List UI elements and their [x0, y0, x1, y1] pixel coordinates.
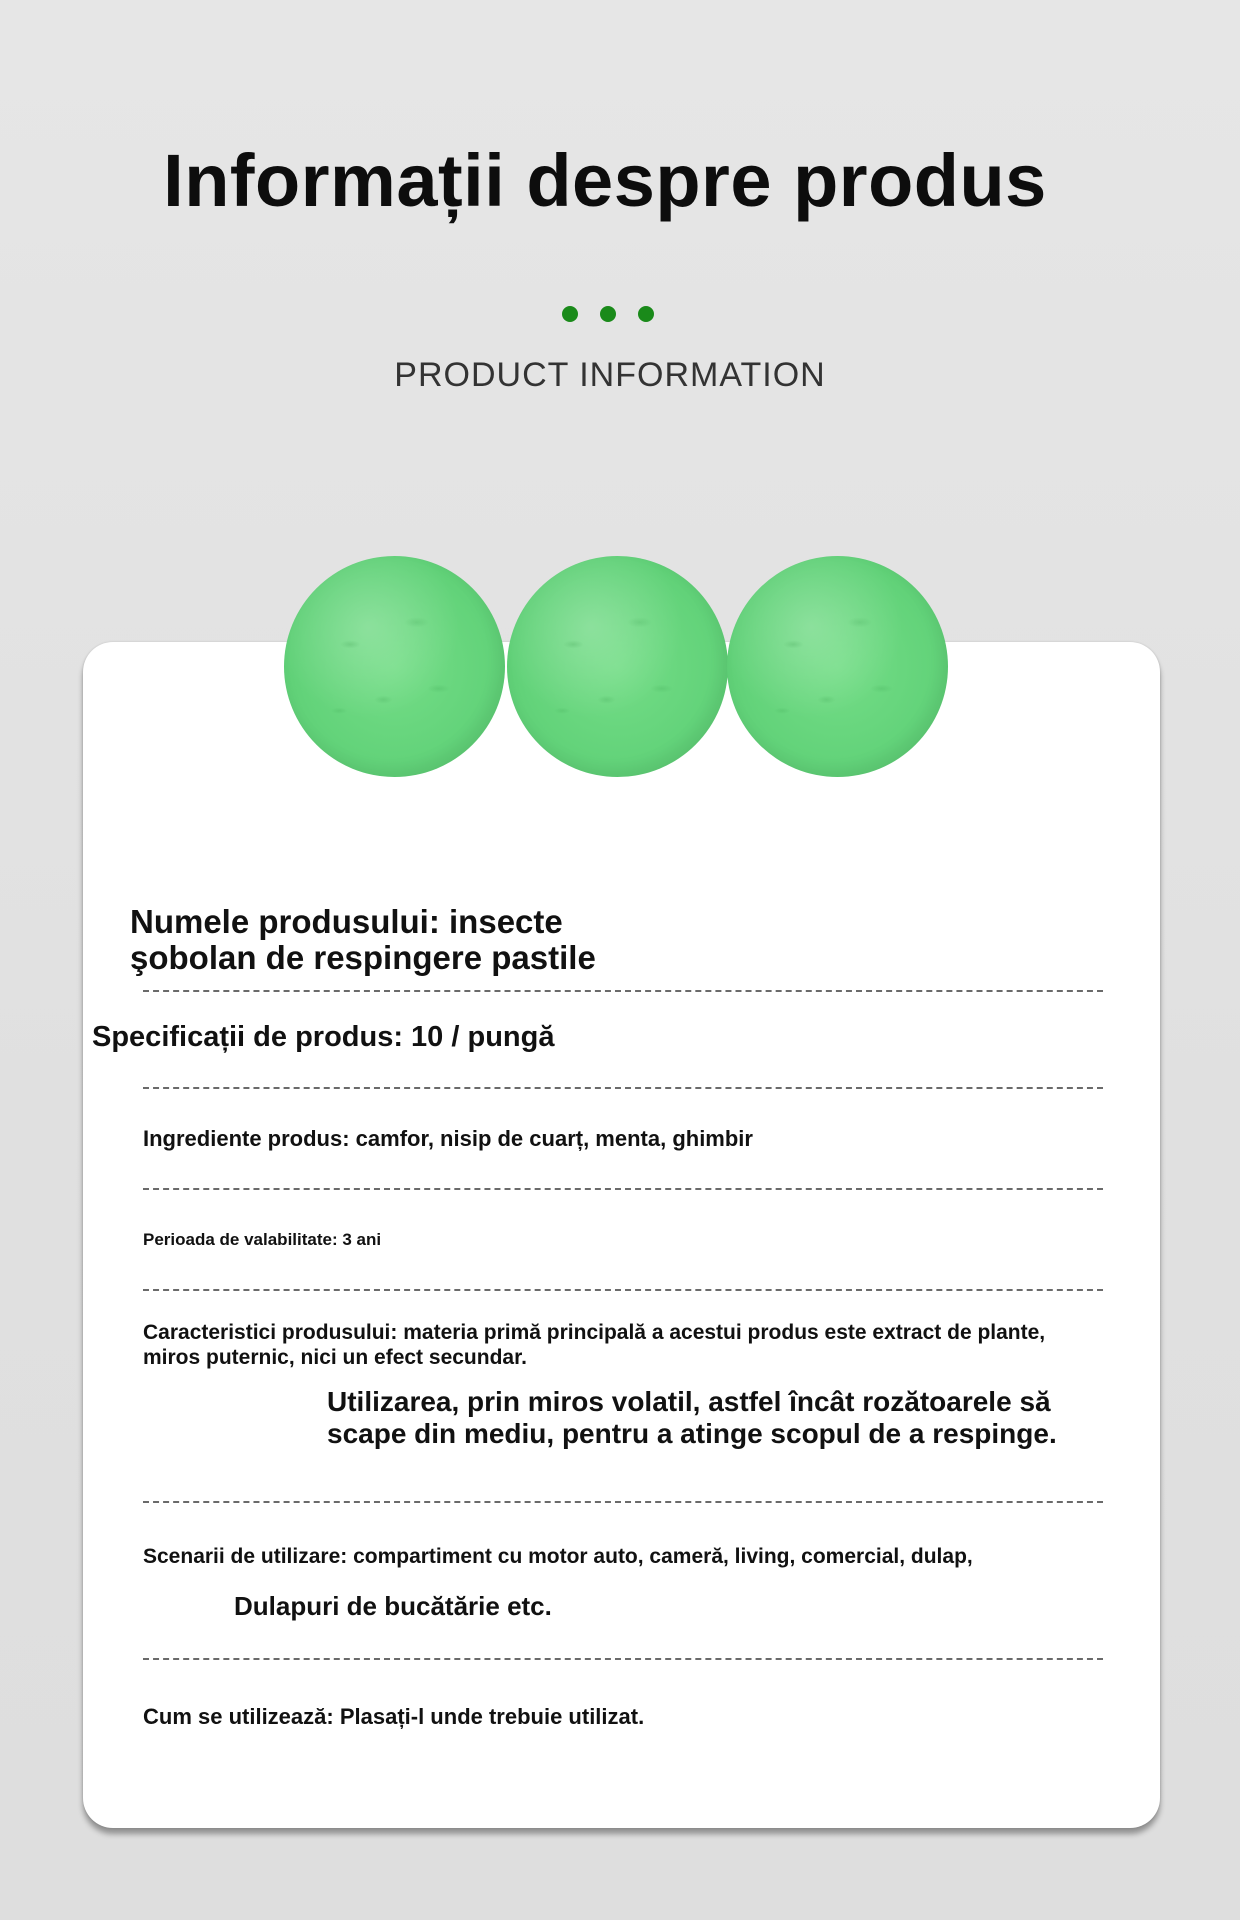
how-to-use: Cum se utilizează: Plasați-l unde trebuie utilizat. — [143, 1704, 645, 1729]
green-dot — [562, 306, 578, 322]
decorative-dots — [562, 306, 654, 322]
dashed-divider — [143, 1289, 1103, 1291]
product-usage: Utilizarea, prin miros volatil, astfel încât rozătoarele să scape din mediu, pentru a atinge scopul de a respinge. — [327, 1386, 1057, 1449]
product-specifications: Specificații de produs: 10 / pungă — [92, 1021, 555, 1053]
dashed-divider — [143, 990, 1103, 992]
product-name: Numele produsului: insecte şobolan de respingere pastile — [130, 903, 596, 976]
dashed-divider — [143, 1188, 1103, 1190]
green-dot — [600, 306, 616, 322]
product-ingredients: Ingrediente produs: camfor, nisip de cuarț, menta, ghimbir — [143, 1126, 753, 1151]
dashed-divider — [143, 1501, 1103, 1503]
green-dot — [638, 306, 654, 322]
dashed-divider — [143, 1658, 1103, 1660]
repellent-pill-image — [727, 556, 948, 777]
repellent-pill-image — [284, 556, 505, 777]
usage-scenarios-continued: Dulapuri de bucătărie etc. — [234, 1591, 552, 1621]
product-validity: Perioada de valabilitate: 3 ani — [143, 1230, 382, 1249]
usage-scenarios: Scenarii de utilizare: compartiment cu motor auto, cameră, living, comercial, dulap, — [143, 1545, 973, 1568]
page-subtitle: PRODUCT INFORMATION — [394, 356, 826, 394]
dashed-divider — [143, 1087, 1103, 1089]
page-title: Informații despre produs — [163, 139, 1047, 222]
product-characteristics: Caracteristici produsului: materia primă principală a acestui produs este extract de plante, miros puternic, nici un efect secundar. — [143, 1321, 1046, 1369]
repellent-pill-image — [507, 556, 728, 777]
